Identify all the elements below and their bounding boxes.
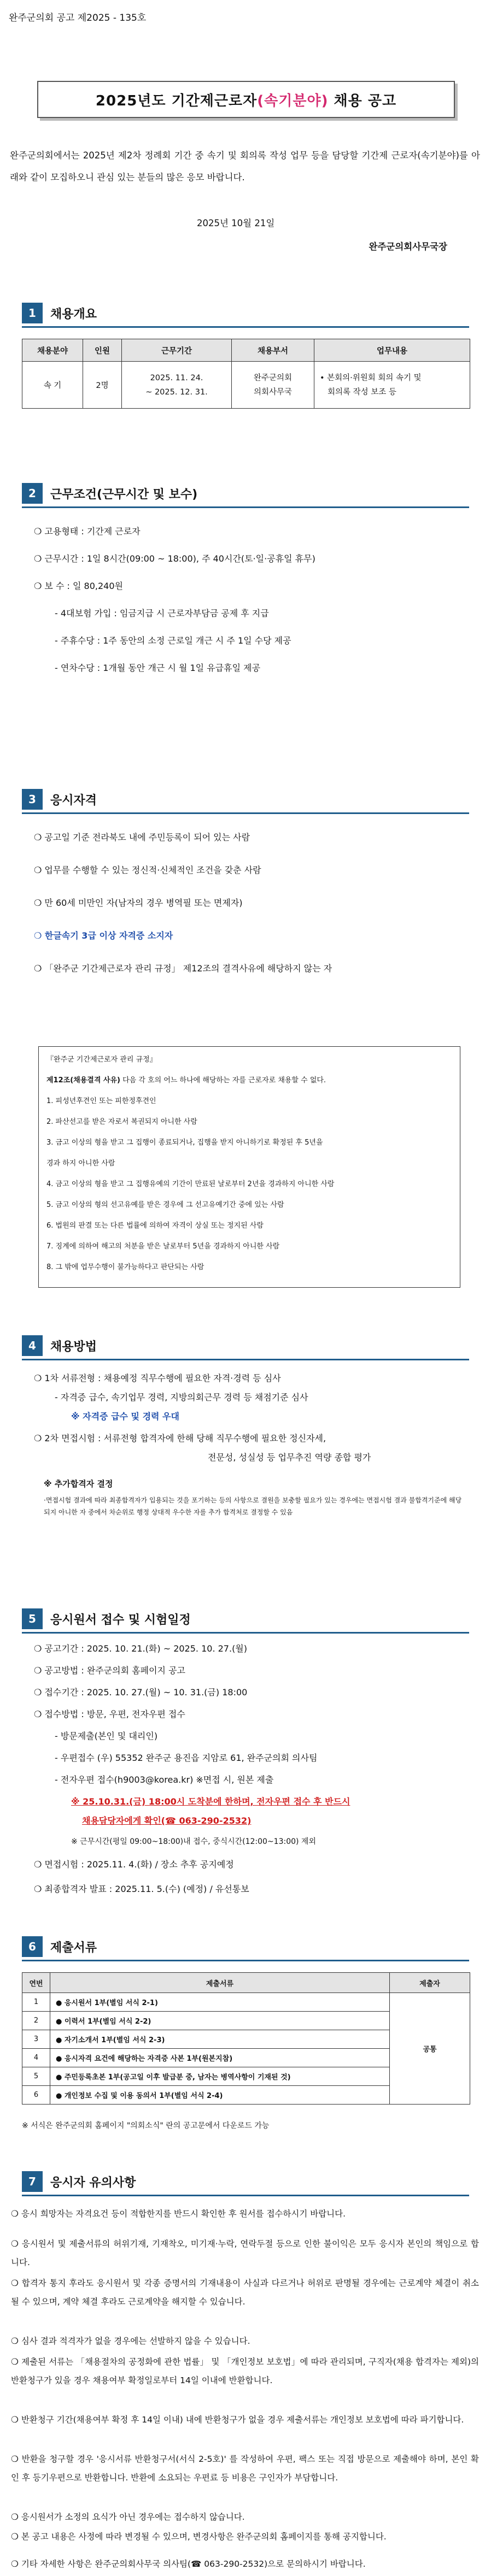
section-number: 7	[22, 2171, 43, 2192]
qualify-age: ❍ 만 60세 미만인 자(남자의 경우 병역필 또는 면제자)	[34, 898, 243, 908]
table-header: 인원	[83, 339, 122, 362]
notice-item: ❍ 심사 결과 적격자가 없을 경우에는 선발하지 않을 수 있습니다.	[11, 2336, 250, 2346]
overview-table	[22, 339, 470, 409]
method-preference: ※ 자격증 급수 및 경력 우대	[71, 1411, 179, 1422]
qualify-health: ❍ 업무를 수행할 수 있는 정신적·신체적인 조건을 갖춘 사람	[34, 865, 261, 875]
section-rule	[22, 1632, 469, 1634]
notice-item: ❍ 제출된 서류는 「채용절차의 공정화에 관한 법률」 및 「개인정보 보호법」에 따라 관리되며, 구직자(채용 합격자는 제외)의 반환청구가 있을 경우 채용여부 확정일로부터 14일 이내에 반환합니다.	[11, 2357, 480, 2385]
additional-pass-body: ·면접시험 결과에 따라 최종합격자가 입용되는 것을 포기하는 등의 사항으로 결원을 보충할 필요가 있는 경우에는 면접시험 결과 불합격기준에 해당되지 아니한 자 중에서 차순위로 행정 상대적 우수한 자를 추가 합격처로 결정할 수 있음	[44, 1496, 462, 1516]
qualify-residence: ❍ 공고일 기준 전라북도 내에 주민등록이 되어 있는 사람	[34, 832, 250, 842]
box-item: 3. 금고 이상의 형을 받고 그 집행이 종료되거나, 집행을 받지 아니하기로 확정된 후 5년을	[46, 1139, 323, 1147]
section-label: 응시원서 접수 및 시험일정	[50, 1613, 191, 1627]
intro-paragraph: 완주군의회에서는 2025년 제2차 정례회 기간 중 속기 및 회의록 작성 업무 등을 담당할 기간제 근로자(속기분야)를 아래와 같이 모집하오니 관심 있는 분들의 많은 응모 바랍니다.	[10, 150, 480, 182]
duty-cell	[314, 362, 470, 409]
title-post: 채용 공고	[328, 92, 397, 109]
box-item: 5. 금고 이상의 형의 선고유예를 받은 경우에 그 선고유예기간 중에 있는 사람	[46, 1201, 284, 1209]
title-box	[37, 81, 455, 118]
box-head-bold: 제12조(채용결격 사유)	[46, 1076, 120, 1084]
qualify-certificate: ❍ 한글속기 3급 이상 자격증 소지자	[34, 930, 173, 941]
box-head	[46, 1074, 326, 1084]
period-cell	[122, 362, 232, 409]
row-number: 4	[22, 2049, 50, 2067]
notice-item: ❍ 응시 희망자는 자격요건 등이 적합한지를 반드시 확인한 후 원서를 접수하시기 바랍니다.	[11, 2209, 346, 2219]
doc-number: 완주군의회 공고 제2025 - 135호	[9, 13, 147, 23]
table-header-row	[22, 339, 470, 362]
section-header-3	[22, 787, 97, 812]
box-item: 8. 그 밖에 업무수행이 불가능하다고 판단되는 사람	[46, 1263, 204, 1271]
table-header: 채용분야	[22, 339, 83, 362]
section-number: 5	[22, 1608, 43, 1629]
duty-line: • 본회의·위원회 회의 속기 및	[320, 373, 422, 382]
section-number: 2	[22, 483, 43, 504]
cond-employ: ❍ 고용형태 : 기간제 근로자	[34, 526, 141, 537]
table-header: 연번	[22, 1973, 50, 1993]
box-item: 7. 징계에 의하여 해고의 처분을 받은 날로부터 5년을 경과하지 아니한 사람	[46, 1242, 280, 1251]
cond-pay-weekly: - 주휴수당 : 1주 동안의 소정 근로일 개근 시 주 1일 수당 제공	[55, 635, 291, 646]
issuer: 완주군의회사무국장	[369, 241, 447, 252]
section-number: 6	[22, 1936, 43, 1957]
row-number: 5	[22, 2067, 50, 2086]
method-document-detail: - 자격증 급수, 속기업무 경력, 지방의회근무 경력 등 채점기준 심사	[55, 1392, 308, 1402]
section-rule	[22, 1960, 469, 1961]
schedule-period: ❍ 공고기간 : 2025. 10. 21.(화) ~ 2025. 10. 27.(월)	[34, 1643, 248, 1654]
section-header-5	[22, 1606, 191, 1631]
cond-pay-annual: - 연차수당 : 1개월 동안 개근 시 월 1일 유급휴일 제공	[55, 663, 261, 673]
section-number: 1	[22, 303, 43, 323]
doc-cell: ● 개인정보 수집 및 이용 동의서 1부(별임 서식 2-4)	[50, 2086, 390, 2105]
notice-item: ❍ 응시원서 및 제출서류의 허위기재, 기재착오, 미기재·누락, 연락두절 등으로 인한 불이익은 모두 응시자 본인의 책임으로 합니다.	[11, 2239, 479, 2267]
page-title	[96, 90, 396, 110]
section-rule	[22, 506, 469, 508]
field-cell: 속 기	[22, 362, 83, 409]
section-label: 채용개요	[50, 307, 97, 321]
table-row	[22, 362, 470, 409]
notice-item: ❍ 반환을 청구할 경우 '응시서류 반환청구서(서식 2-5호)' 를 작성하여 우편, 팩스 또는 직접 방문으로 제출해야 하며, 본인 확인 후 등기우편으로 반환합니다. 반환에 소요되는 우편료 등 비용은 구인자가 부담합니다.	[11, 2454, 479, 2483]
doc-cell: ● 응시원서 1부(별임 서식 2-1)	[50, 1993, 390, 2012]
title-pre: 2025년도 기간제근로자	[95, 92, 258, 109]
schedule-method: ❍ 공고방법 : 완주군의회 홈페이지 공고	[34, 1665, 186, 1676]
section-label: 채용방법	[50, 1340, 97, 1354]
notice-item: ❍ 응시원서가 소정의 요식가 아닌 경우에는 접수하지 않습니다.	[11, 2512, 245, 2522]
table-header: 근무기간	[122, 339, 232, 362]
schedule-final: ❍ 최종합격자 발표 : 2025.11. 5.(수) (예정) / 유선통보	[34, 1884, 249, 1894]
disqualification-box	[38, 1046, 460, 1288]
notice-item: ❍ 본 공고 내용은 사정에 따라 변경될 수 있으며, 변경사항은 완주군의회 홈페이지를 통해 공지합니다.	[11, 2532, 387, 2542]
doc-cell: ● 응시자격 요건에 해당하는 자격증 사본 1부(원본지참)	[50, 2049, 390, 2067]
cond-pay-insurance: - 4대보험 가입 : 임금지급 시 근로자부담금 공제 후 지급	[55, 608, 269, 618]
documents-table	[22, 1972, 470, 2105]
row-number: 1	[22, 1993, 50, 2012]
section-number: 4	[22, 1335, 43, 1356]
dept-cell	[232, 362, 314, 409]
schedule-mail: - 우편접수 (우) 55352 완주군 용진읍 지암로 61, 완주군의회 의사팀	[55, 1753, 318, 1763]
schedule-deadline-warning: ※ 25.10.31.(금) 18:00시 도착분에 한하며, 전자우편 접수 후 반드시	[71, 1796, 350, 1807]
box-title: 『완주군 기간제근로자 관리 규정』	[46, 1056, 157, 1064]
method-interview-detail: 전문성, 성실성 등 업무추진 역량 종합 평가	[208, 1452, 371, 1463]
submitter-cell: 공통	[390, 1993, 470, 2105]
section-header-7	[22, 2169, 136, 2194]
box-item: 6. 법원의 판결 또는 다른 법률에 의하여 자격이 상실 또는 정지된 사람	[46, 1222, 264, 1230]
section-rule	[22, 326, 469, 328]
schedule-visit: - 방문제출(본인 및 대리인)	[55, 1731, 158, 1741]
row-number: 6	[22, 2086, 50, 2105]
row-number: 3	[22, 2030, 50, 2049]
table-row	[22, 1993, 470, 2012]
schedule-receipt-method: ❍ 접수방법 : 방문, 우편, 전자우편 접수	[34, 1709, 185, 1719]
period-start: 2025. 11. 24.	[150, 373, 203, 382]
notice-item: ❍ 합격자 통지 후라도 응시원서 및 각종 증명서의 기재내용이 사실과 다르거나 허위로 판명될 경우에는 근로계약 체결이 취소될 수 있으며, 계약 체결 후라도 근로계약을 해지할 수 있습니다.	[11, 2278, 479, 2307]
section-label: 근무조건(근무시간 및 보수)	[50, 487, 198, 502]
section-label: 응시자격	[50, 793, 97, 807]
doc-cell: ● 이력서 1부(별임 서식 2-2)	[50, 2012, 390, 2030]
table-header-row	[22, 1973, 470, 1993]
schedule-email: - 전자우편 접수(h9003@korea.kr) ※면접 시, 원본 제출	[55, 1775, 274, 1785]
box-item: 경과 하지 아니한 사람	[46, 1159, 115, 1168]
cond-pay: ❍ 보 수 : 일 80,240원	[34, 581, 123, 591]
table-header: 제출자	[390, 1973, 470, 1993]
section-label: 제출서류	[50, 1941, 97, 1955]
additional-pass-title: ※ 추가합격자 결정	[44, 1479, 113, 1489]
table-header: 채용부서	[232, 339, 314, 362]
schedule-interview: ❍ 면접시험 : 2025.11. 4.(화) / 장소 추후 공지예정	[34, 1859, 234, 1870]
section-header-1	[22, 300, 97, 326]
section-label: 응시자 유의사항	[50, 2176, 136, 2190]
title-accent: (속기분야)	[257, 92, 329, 109]
cond-hours: ❍ 근무시간 : 1일 8시간(09:00 ~ 18:00), 주 40시간(토·일·공휴일 휴무)	[34, 553, 315, 564]
schedule-receipt: ❍ 접수기간 : 2025. 10. 27.(월) ~ 10. 31.(금) 18:00	[34, 1687, 248, 1697]
doc-cell: ● 자기소개서 1부(별임 서식 2-3)	[50, 2030, 390, 2049]
section-header-2	[22, 481, 197, 506]
table-header: 업무내용	[314, 339, 470, 362]
section-header-6	[22, 1934, 97, 1959]
box-item: 1. 피성년후견인 또는 피한정후견인	[46, 1097, 156, 1105]
method-interview: ❍ 2차 면접시험 : 서류전형 합격자에 한해 당해 직무수행에 필요한 정신자세,	[34, 1433, 326, 1443]
row-number: 2	[22, 2012, 50, 2030]
table-header: 제출서류	[50, 1973, 390, 1993]
section-header-4	[22, 1333, 97, 1358]
section-rule	[22, 812, 469, 814]
section-rule	[22, 2195, 469, 2196]
schedule-confirm-contact: 채용담당자에게 확인(☎ 063-290-2532)	[82, 1815, 252, 1826]
count-cell: 2명	[83, 362, 122, 409]
notice-item: ❍ 기타 자세한 사항은 완주군의회사무국 의사팀(☎ 063-290-2532)으로 문의하시기 바랍니다.	[11, 2559, 366, 2569]
section-number: 3	[22, 789, 43, 810]
box-head-text: 다음 각 호의 어느 하나에 해당하는 자를 근로자로 채용할 수 없다.	[120, 1076, 326, 1084]
section-rule	[22, 1359, 469, 1360]
qualify-disqualification: ❍ 「완주군 기간제근로자 관리 규정」 제12조의 결격사유에 해당하지 않는 자	[34, 963, 332, 974]
schedule-hours-note: ※ 근무시간(평일 09:00~18:00)내 접수, 중식시간(12:00~13:00) 제외	[71, 1837, 316, 1846]
period-end: ~ 2025. 12. 31.	[145, 387, 208, 397]
duty-line: 회의록 작성 보조 등	[328, 387, 396, 397]
dept-line: 완주군의회	[253, 373, 293, 382]
doc-cell: ● 주민등록초본 1부(공고일 이후 발급분 중, 남자는 병역사항이 기재된 것)	[50, 2067, 390, 2086]
notice-item: ❍ 반환청구 기간(채용여부 확정 후 14일 이내) 내에 반환청구가 없을 경우 제출서류는 개인정보 보호법에 따라 파기합니다.	[11, 2415, 464, 2425]
dept-line: 의회사무국	[253, 387, 293, 397]
box-item: 4. 금고 이상의 형을 받고 그 집행유예의 기간이 만료된 날로부터 2년을 경과하지 아니한 사람	[46, 1180, 335, 1188]
announce-date: 2025년 10월 21일	[197, 218, 275, 228]
method-document: ❍ 1차 서류전형 : 채용예정 직무수행에 필요한 자격·경력 등 심사	[34, 1373, 281, 1383]
docs-footnote: ※ 서식은 완주군의회 홈페이지 "의회소식" 란의 공고문에서 다운로드 가능	[22, 2121, 270, 2130]
box-item: 2. 파산선고를 받은 자로서 복권되지 아니한 사람	[46, 1118, 197, 1126]
